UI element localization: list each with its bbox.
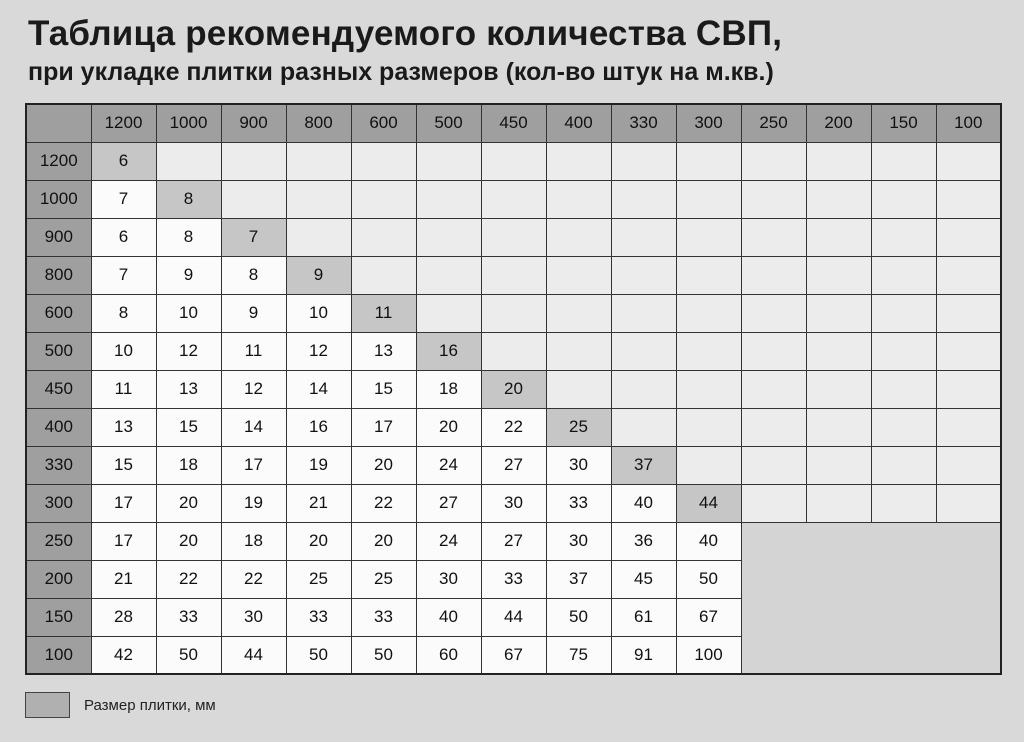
empty-cell bbox=[936, 408, 1001, 446]
empty-cell bbox=[221, 180, 286, 218]
value-cell: 13 bbox=[156, 370, 221, 408]
page-subtitle: при укладке плитки разных размеров (кол-во штук на м.кв.) bbox=[28, 58, 774, 86]
empty-cell bbox=[676, 218, 741, 256]
value-cell: 11 bbox=[221, 332, 286, 370]
value-cell: 20 bbox=[351, 522, 416, 560]
empty-cell bbox=[871, 484, 936, 522]
table-row bbox=[26, 332, 1001, 370]
header-row bbox=[26, 104, 1001, 142]
value-cell: 14 bbox=[286, 370, 351, 408]
value-cell: 20 bbox=[351, 446, 416, 484]
value-cell: 50 bbox=[351, 636, 416, 674]
row-header: 330 bbox=[26, 446, 91, 484]
value-cell: 50 bbox=[546, 598, 611, 636]
row-header: 100 bbox=[26, 636, 91, 674]
column-header: 1000 bbox=[156, 104, 221, 142]
value-cell: 13 bbox=[351, 332, 416, 370]
value-cell: 22 bbox=[351, 484, 416, 522]
empty-cell bbox=[676, 256, 741, 294]
empty-cell bbox=[546, 256, 611, 294]
value-cell: 42 bbox=[91, 636, 156, 674]
value-cell: 10 bbox=[156, 294, 221, 332]
value-cell: 15 bbox=[351, 370, 416, 408]
row-header: 1200 bbox=[26, 142, 91, 180]
diagonal-value-cell: 16 bbox=[416, 332, 481, 370]
value-cell: 12 bbox=[156, 332, 221, 370]
value-cell: 14 bbox=[221, 408, 286, 446]
value-cell: 30 bbox=[546, 522, 611, 560]
row-header: 300 bbox=[26, 484, 91, 522]
empty-cell bbox=[676, 332, 741, 370]
empty-cell bbox=[806, 408, 871, 446]
value-cell: 16 bbox=[286, 408, 351, 446]
empty-cell bbox=[741, 408, 806, 446]
empty-cell bbox=[676, 180, 741, 218]
empty-cell bbox=[546, 370, 611, 408]
diagonal-value-cell: 8 bbox=[156, 180, 221, 218]
empty-cell bbox=[806, 256, 871, 294]
value-cell: 21 bbox=[91, 560, 156, 598]
empty-cell bbox=[481, 256, 546, 294]
column-header: 250 bbox=[741, 104, 806, 142]
table-row bbox=[26, 218, 1001, 256]
empty-cell bbox=[351, 218, 416, 256]
value-cell: 27 bbox=[481, 446, 546, 484]
table-row bbox=[26, 484, 1001, 522]
empty-cell bbox=[936, 256, 1001, 294]
empty-cell bbox=[546, 180, 611, 218]
value-cell: 6 bbox=[91, 218, 156, 256]
column-header: 300 bbox=[676, 104, 741, 142]
column-header: 600 bbox=[351, 104, 416, 142]
value-cell: 91 bbox=[611, 636, 676, 674]
empty-cell bbox=[871, 218, 936, 256]
diagonal-value-cell: 9 bbox=[286, 256, 351, 294]
page-title: Таблица рекомендуемого количества СВП, bbox=[28, 14, 783, 53]
empty-cell bbox=[546, 218, 611, 256]
empty-cell bbox=[741, 256, 806, 294]
empty-cell bbox=[936, 142, 1001, 180]
svp-quantity-table bbox=[25, 103, 1002, 675]
value-cell: 9 bbox=[221, 294, 286, 332]
value-cell: 24 bbox=[416, 522, 481, 560]
diagonal-value-cell: 37 bbox=[611, 446, 676, 484]
value-cell: 67 bbox=[676, 598, 741, 636]
row-header: 250 bbox=[26, 522, 91, 560]
value-cell: 8 bbox=[156, 218, 221, 256]
value-cell: 33 bbox=[286, 598, 351, 636]
empty-cell bbox=[936, 332, 1001, 370]
diagonal-value-cell: 25 bbox=[546, 408, 611, 446]
value-cell: 15 bbox=[91, 446, 156, 484]
table-row bbox=[26, 522, 1001, 560]
row-header: 200 bbox=[26, 560, 91, 598]
empty-cell bbox=[481, 294, 546, 332]
column-header: 500 bbox=[416, 104, 481, 142]
column-header: 100 bbox=[936, 104, 1001, 142]
value-cell: 50 bbox=[286, 636, 351, 674]
diagonal-value-cell: 6 bbox=[91, 142, 156, 180]
empty-cell bbox=[481, 180, 546, 218]
value-cell: 9 bbox=[156, 256, 221, 294]
diagonal-value-cell: 20 bbox=[481, 370, 546, 408]
value-cell: 24 bbox=[416, 446, 481, 484]
value-cell: 11 bbox=[91, 370, 156, 408]
value-cell: 44 bbox=[481, 598, 546, 636]
empty-cell bbox=[871, 294, 936, 332]
column-header: 150 bbox=[871, 104, 936, 142]
empty-cell bbox=[871, 142, 936, 180]
empty-cell bbox=[156, 142, 221, 180]
value-cell: 7 bbox=[91, 180, 156, 218]
empty-cell bbox=[936, 370, 1001, 408]
column-header: 800 bbox=[286, 104, 351, 142]
value-cell: 22 bbox=[221, 560, 286, 598]
empty-cell bbox=[221, 142, 286, 180]
empty-cell bbox=[936, 484, 1001, 522]
column-header: 900 bbox=[221, 104, 286, 142]
empty-cell bbox=[611, 256, 676, 294]
value-cell: 20 bbox=[286, 522, 351, 560]
row-header: 1000 bbox=[26, 180, 91, 218]
empty-cell bbox=[416, 256, 481, 294]
row-header: 800 bbox=[26, 256, 91, 294]
legend-swatch bbox=[25, 692, 70, 718]
table-row bbox=[26, 256, 1001, 294]
empty-cell bbox=[871, 256, 936, 294]
value-cell: 37 bbox=[546, 560, 611, 598]
value-cell: 75 bbox=[546, 636, 611, 674]
value-cell: 30 bbox=[221, 598, 286, 636]
empty-cell bbox=[741, 446, 806, 484]
empty-cell bbox=[871, 332, 936, 370]
value-cell: 40 bbox=[676, 522, 741, 560]
value-cell: 13 bbox=[91, 408, 156, 446]
empty-cell bbox=[546, 142, 611, 180]
value-cell: 30 bbox=[546, 446, 611, 484]
empty-cell bbox=[676, 370, 741, 408]
value-cell: 17 bbox=[91, 484, 156, 522]
empty-cell bbox=[416, 142, 481, 180]
value-cell: 33 bbox=[481, 560, 546, 598]
empty-cell bbox=[936, 180, 1001, 218]
empty-cell bbox=[806, 180, 871, 218]
empty-cell bbox=[806, 294, 871, 332]
empty-cell bbox=[871, 180, 936, 218]
table-row bbox=[26, 408, 1001, 446]
empty-cell bbox=[676, 408, 741, 446]
empty-cell bbox=[936, 218, 1001, 256]
value-cell: 27 bbox=[416, 484, 481, 522]
empty-cell bbox=[546, 294, 611, 332]
value-cell: 21 bbox=[286, 484, 351, 522]
value-cell: 40 bbox=[416, 598, 481, 636]
empty-cell bbox=[806, 332, 871, 370]
table-row bbox=[26, 180, 1001, 218]
empty-cell bbox=[871, 408, 936, 446]
value-cell: 20 bbox=[156, 484, 221, 522]
table-row bbox=[26, 446, 1001, 484]
empty-cell bbox=[481, 142, 546, 180]
empty-cell bbox=[611, 294, 676, 332]
value-cell: 27 bbox=[481, 522, 546, 560]
table-row bbox=[26, 142, 1001, 180]
value-cell: 67 bbox=[481, 636, 546, 674]
table-row bbox=[26, 294, 1001, 332]
empty-cell bbox=[611, 332, 676, 370]
empty-cell bbox=[351, 142, 416, 180]
value-cell: 12 bbox=[286, 332, 351, 370]
value-cell: 15 bbox=[156, 408, 221, 446]
value-cell: 36 bbox=[611, 522, 676, 560]
empty-cell bbox=[741, 218, 806, 256]
empty-cell bbox=[676, 142, 741, 180]
diagonal-value-cell: 44 bbox=[676, 484, 741, 522]
row-header: 150 bbox=[26, 598, 91, 636]
value-cell: 30 bbox=[416, 560, 481, 598]
value-cell: 40 bbox=[611, 484, 676, 522]
value-cell: 25 bbox=[351, 560, 416, 598]
empty-cell bbox=[806, 446, 871, 484]
value-cell: 17 bbox=[91, 522, 156, 560]
row-header: 900 bbox=[26, 218, 91, 256]
header-corner-cell bbox=[26, 104, 91, 142]
value-cell: 33 bbox=[546, 484, 611, 522]
empty-cell bbox=[611, 408, 676, 446]
empty-cell bbox=[871, 370, 936, 408]
value-cell: 61 bbox=[611, 598, 676, 636]
column-header: 450 bbox=[481, 104, 546, 142]
empty-cell bbox=[481, 218, 546, 256]
empty-cell bbox=[741, 370, 806, 408]
table-row bbox=[26, 370, 1001, 408]
legend-label: Размер плитки, мм bbox=[84, 697, 216, 714]
value-cell: 17 bbox=[351, 408, 416, 446]
empty-cell bbox=[286, 218, 351, 256]
value-cell: 44 bbox=[221, 636, 286, 674]
value-cell: 7 bbox=[91, 256, 156, 294]
empty-cell bbox=[806, 370, 871, 408]
empty-cell bbox=[741, 180, 806, 218]
value-cell: 18 bbox=[221, 522, 286, 560]
empty-cell bbox=[676, 446, 741, 484]
value-cell: 30 bbox=[481, 484, 546, 522]
value-cell: 22 bbox=[481, 408, 546, 446]
row-header: 500 bbox=[26, 332, 91, 370]
value-cell: 22 bbox=[156, 560, 221, 598]
empty-cell bbox=[806, 218, 871, 256]
value-cell: 45 bbox=[611, 560, 676, 598]
empty-cell bbox=[416, 218, 481, 256]
empty-cell bbox=[871, 446, 936, 484]
value-cell: 28 bbox=[91, 598, 156, 636]
value-cell: 19 bbox=[286, 446, 351, 484]
value-cell: 18 bbox=[416, 370, 481, 408]
empty-cell bbox=[741, 142, 806, 180]
blank-area bbox=[741, 522, 1001, 674]
value-cell: 20 bbox=[416, 408, 481, 446]
empty-cell bbox=[676, 294, 741, 332]
empty-cell bbox=[611, 218, 676, 256]
row-header: 450 bbox=[26, 370, 91, 408]
value-cell: 17 bbox=[221, 446, 286, 484]
row-header: 400 bbox=[26, 408, 91, 446]
empty-cell bbox=[741, 484, 806, 522]
value-cell: 10 bbox=[286, 294, 351, 332]
empty-cell bbox=[546, 332, 611, 370]
value-cell: 8 bbox=[91, 294, 156, 332]
empty-cell bbox=[481, 332, 546, 370]
diagonal-value-cell: 7 bbox=[221, 218, 286, 256]
empty-cell bbox=[416, 180, 481, 218]
empty-cell bbox=[286, 180, 351, 218]
empty-cell bbox=[936, 446, 1001, 484]
empty-cell bbox=[806, 484, 871, 522]
empty-cell bbox=[611, 142, 676, 180]
value-cell: 19 bbox=[221, 484, 286, 522]
row-header: 600 bbox=[26, 294, 91, 332]
empty-cell bbox=[611, 180, 676, 218]
empty-cell bbox=[806, 142, 871, 180]
value-cell: 60 bbox=[416, 636, 481, 674]
value-cell: 33 bbox=[351, 598, 416, 636]
value-cell: 33 bbox=[156, 598, 221, 636]
column-header: 400 bbox=[546, 104, 611, 142]
empty-cell bbox=[286, 142, 351, 180]
empty-cell bbox=[741, 294, 806, 332]
empty-cell bbox=[741, 332, 806, 370]
diagonal-value-cell: 11 bbox=[351, 294, 416, 332]
value-cell: 20 bbox=[156, 522, 221, 560]
empty-cell bbox=[351, 256, 416, 294]
value-cell: 50 bbox=[156, 636, 221, 674]
column-header: 1200 bbox=[91, 104, 156, 142]
column-header: 200 bbox=[806, 104, 871, 142]
empty-cell bbox=[416, 294, 481, 332]
value-cell: 25 bbox=[286, 560, 351, 598]
value-cell: 100 bbox=[676, 636, 741, 674]
empty-cell bbox=[611, 370, 676, 408]
value-cell: 12 bbox=[221, 370, 286, 408]
empty-cell bbox=[351, 180, 416, 218]
empty-cell bbox=[936, 294, 1001, 332]
value-cell: 8 bbox=[221, 256, 286, 294]
value-cell: 50 bbox=[676, 560, 741, 598]
value-cell: 18 bbox=[156, 446, 221, 484]
column-header: 330 bbox=[611, 104, 676, 142]
value-cell: 10 bbox=[91, 332, 156, 370]
